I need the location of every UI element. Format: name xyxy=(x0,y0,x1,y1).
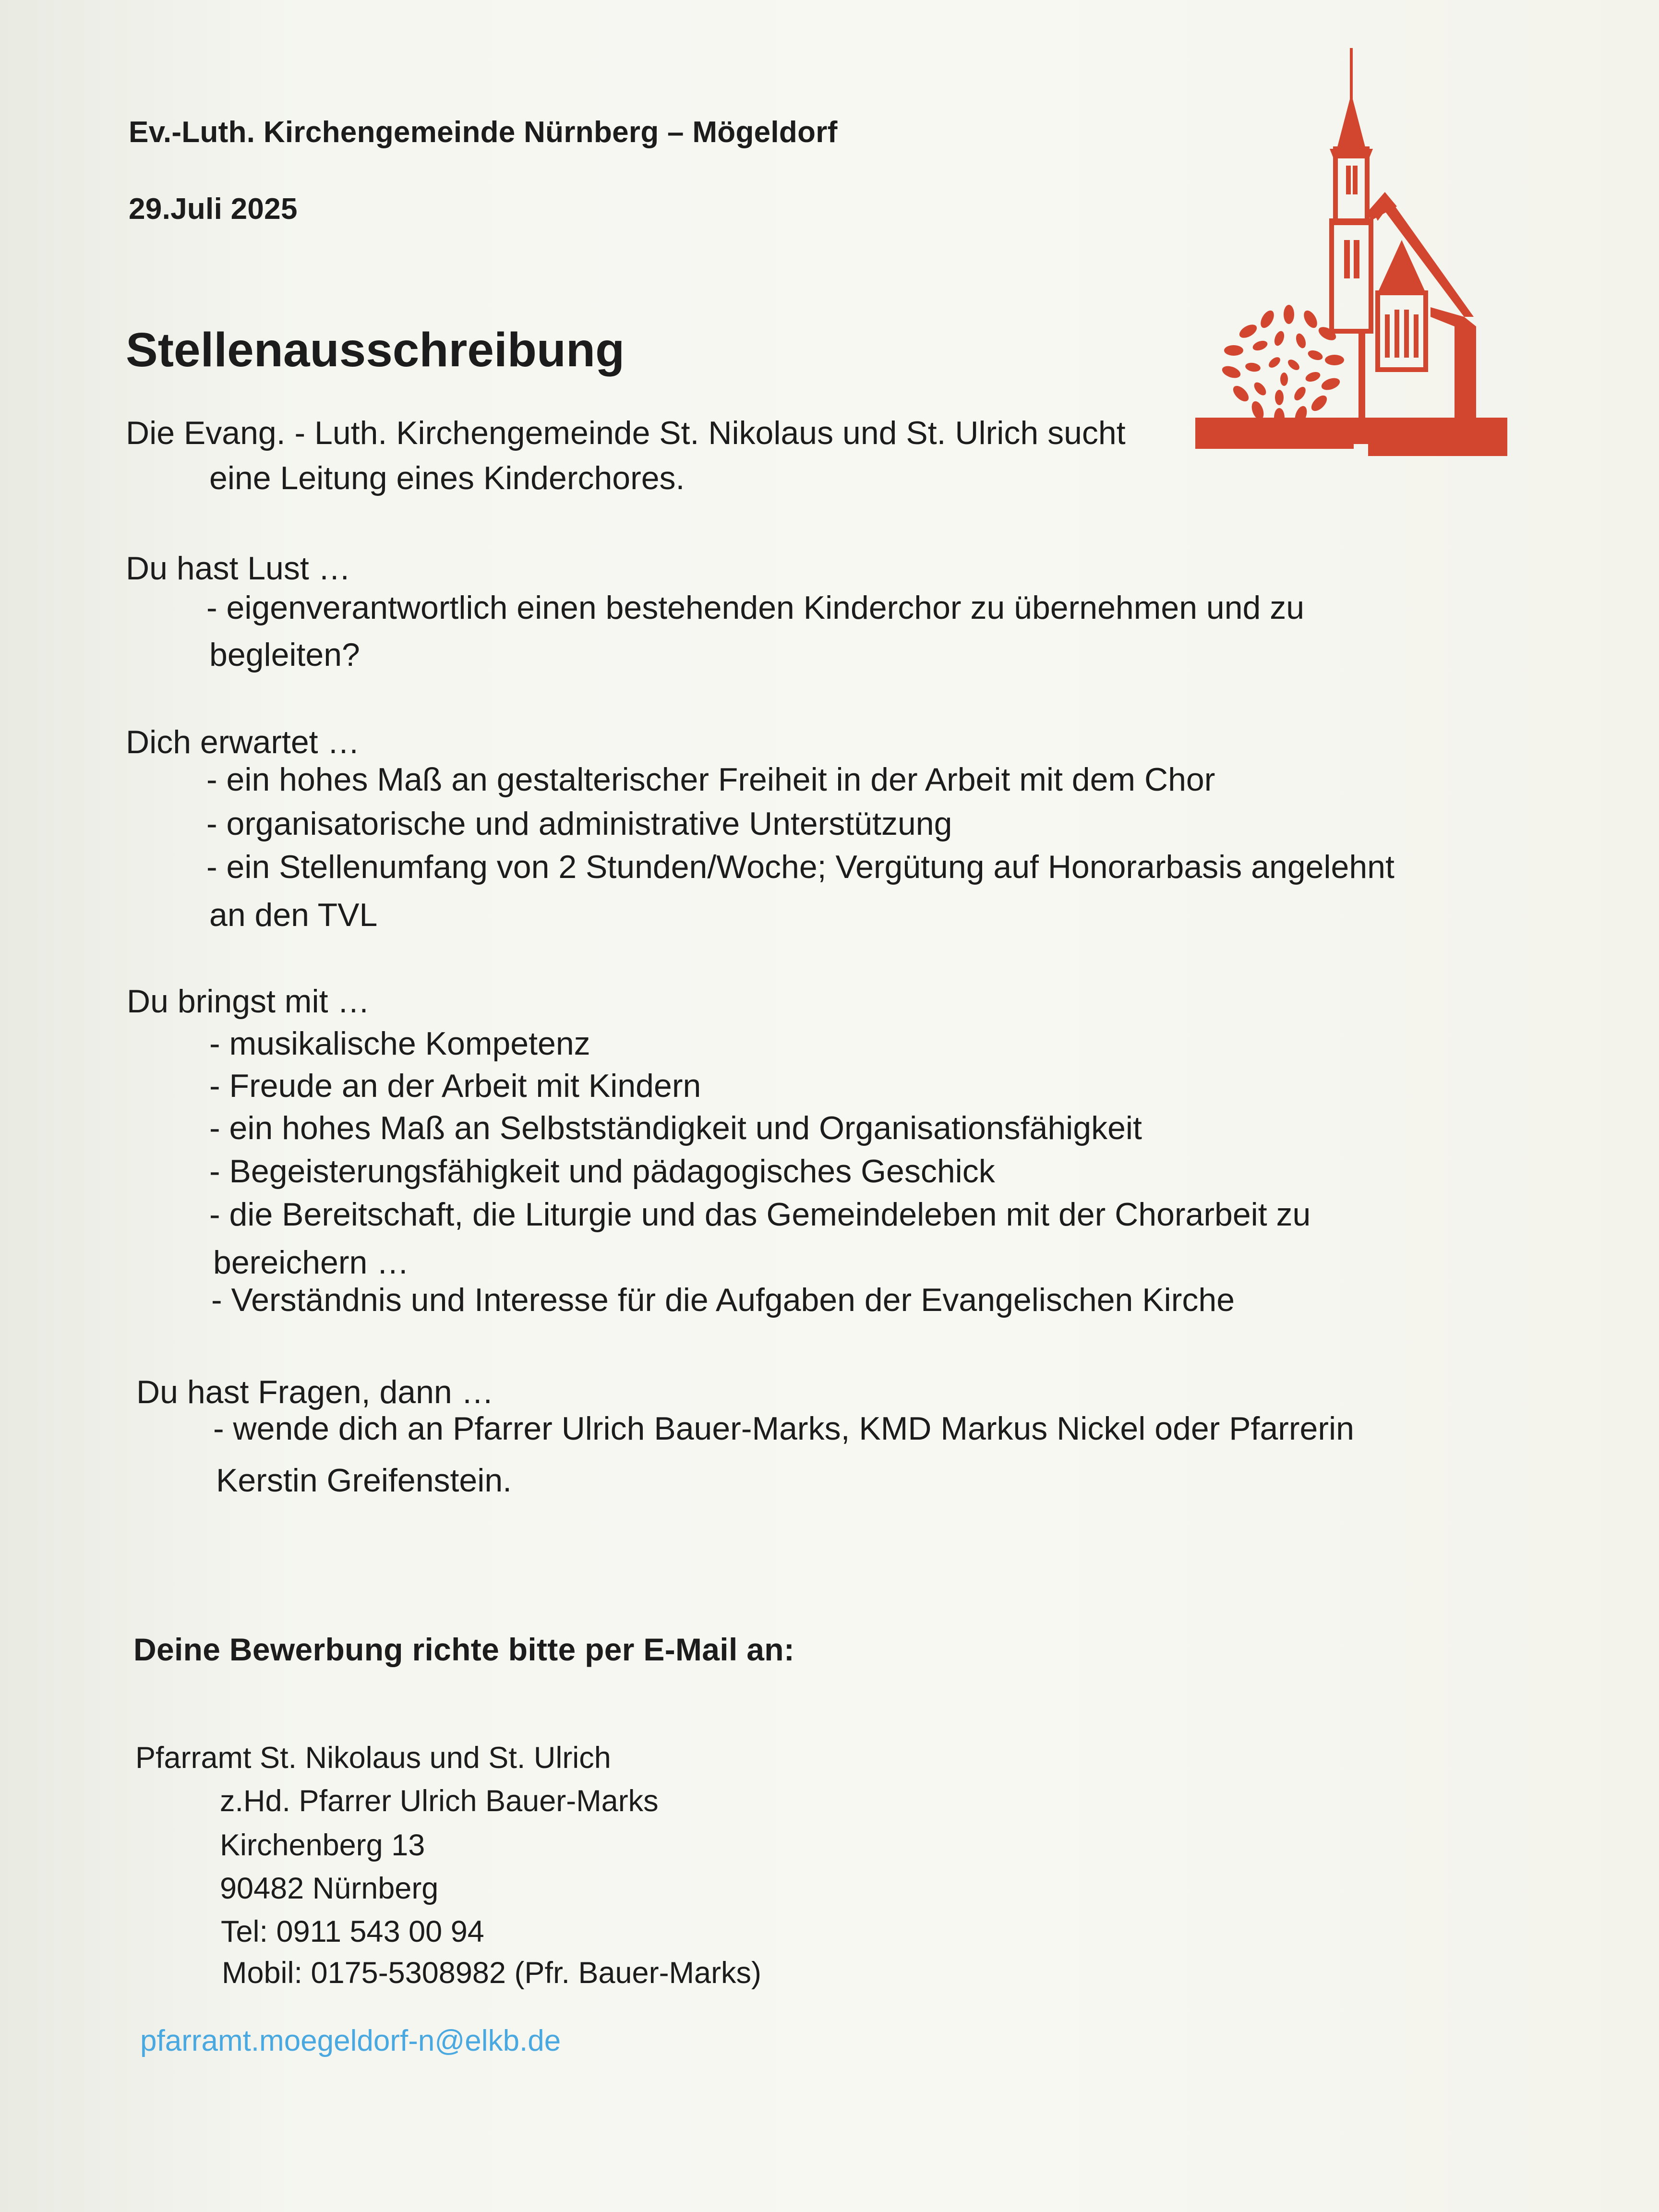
section-heading-erwartet: Dich erwartet … xyxy=(126,724,360,760)
list-item: - Verständnis und Interesse für die Aufgaben der Evangelischen Kirche xyxy=(211,1282,1235,1318)
section-heading-fragen: Du hast Fragen, dann … xyxy=(136,1374,494,1410)
list-item: - Freude an der Arbeit mit Kindern xyxy=(209,1068,701,1104)
list-item: - Begeisterungsfähigkeit und pädagogisches Geschick xyxy=(209,1153,995,1190)
list-item: Kerstin Greifenstein. xyxy=(216,1462,512,1499)
list-item: - wende dich an Pfarrer Ulrich Bauer-Marks, KMD Markus Nickel oder Pfarrerin xyxy=(213,1410,1354,1447)
address-line: 90482 Nürnberg xyxy=(220,1872,439,1905)
address-line: Pfarramt St. Nikolaus und St. Ulrich xyxy=(135,1741,611,1775)
address-line: Tel: 0911 543 00 94 xyxy=(221,1915,484,1948)
list-item: an den TVL xyxy=(209,897,378,933)
list-item: - ein hohes Maß an Selbstständigkeit und Organisationsfähigkeit xyxy=(209,1110,1142,1146)
address-line: z.Hd. Pfarrer Ulrich Bauer-Marks xyxy=(220,1784,659,1818)
list-item: - ein hohes Maß an gestalterischer Freiheit in der Arbeit mit dem Chor xyxy=(206,761,1215,798)
list-item: - eigenverantwortlich einen bestehenden Kinderchor zu übernehmen und zu xyxy=(206,589,1305,626)
section-heading-bringst: Du bringst mit … xyxy=(127,983,370,1020)
organization-name: Ev.-Luth. Kirchengemeinde Nürnberg – Mögeldorf xyxy=(129,116,838,149)
intro-line: Die Evang. - Luth. Kirchengemeinde St. Nikolaus und St. Ulrich sucht xyxy=(126,415,1126,451)
church-tree-logo xyxy=(1195,48,1507,456)
page-title: Stellenausschreibung xyxy=(126,323,625,377)
list-item: - organisatorische und administrative Unterstützung xyxy=(206,805,952,842)
address-line: Mobil: 0175-5308982 (Pfr. Bauer-Marks) xyxy=(222,1956,762,1990)
list-item: begleiten? xyxy=(209,637,360,673)
list-item: - die Bereitschaft, die Liturgie und das Gemeindeleben mit der Chorarbeit zu xyxy=(209,1196,1311,1233)
intro-line: eine Leitung eines Kinderchores. xyxy=(209,460,685,496)
document-date: 29.Juli 2025 xyxy=(129,192,298,226)
section-heading-lust: Du hast Lust … xyxy=(126,550,351,587)
list-item: bereichern … xyxy=(213,1244,409,1281)
list-item: - musikalische Kompetenz xyxy=(209,1025,590,1062)
application-heading: Deine Bewerbung richte bitte per E-Mail an: xyxy=(133,1632,795,1667)
list-item: - ein Stellenumfang von 2 Stunden/Woche; Vergütung auf Honorarbasis angelehnt xyxy=(206,849,1395,885)
email-link[interactable]: pfarramt.moegeldorf-n@elkb.de xyxy=(140,2024,561,2057)
address-line: Kirchenberg 13 xyxy=(220,1828,425,1862)
